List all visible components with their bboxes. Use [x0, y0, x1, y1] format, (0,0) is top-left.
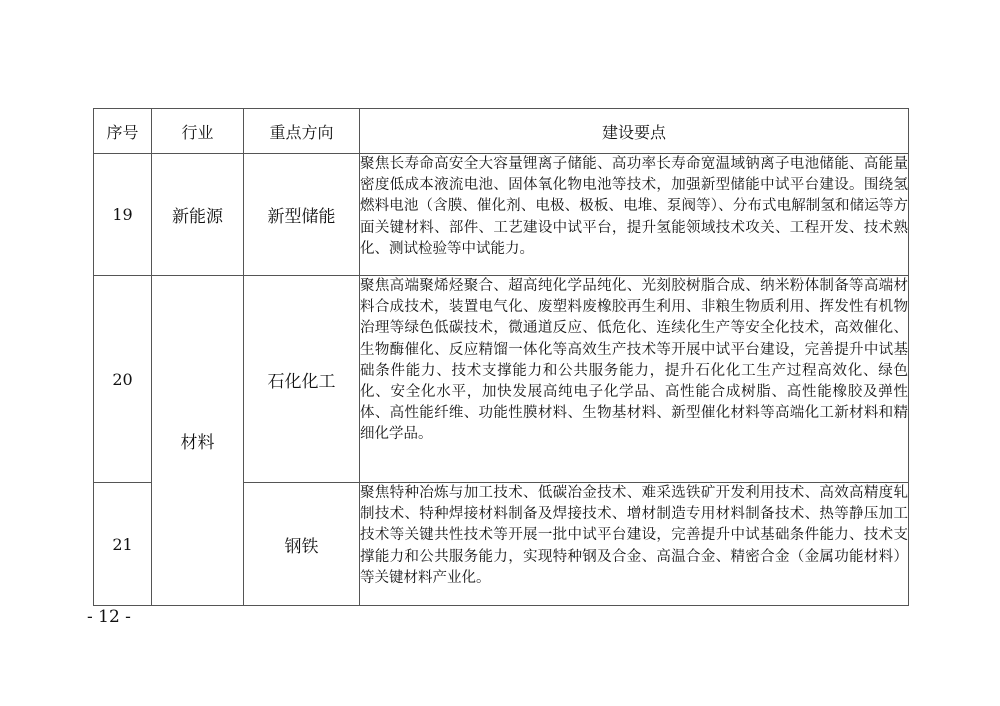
- row-direction: 新型储能: [244, 154, 360, 276]
- page-number: - 12 -: [87, 607, 131, 627]
- row-direction: 钢铁: [244, 483, 360, 606]
- header-direction: 重点方向: [244, 109, 360, 154]
- header-points: 建设要点: [360, 109, 909, 154]
- row-direction: 石化化工: [244, 276, 360, 483]
- row-points: 聚焦长寿命高安全大容量锂离子储能、高功率长寿命宽温域钠离子电池储能、高能量密度低成本液流电池、固体氧化物电池等技术，加强新型储能中试平台建设。围绕氢燃料电池（含膜、催化剂、电极、极板、电堆、泵阀等）、分布式电解制氢和储运等方面关键材料、部件、工艺建设中试平台，提升氢能领域技术攻关、工程开发、技术熟化、测试检验等中试能力。: [360, 154, 909, 276]
- row-industry: 材料: [152, 276, 244, 606]
- row-serial: 19: [94, 154, 152, 276]
- row-serial: 21: [94, 483, 152, 606]
- table-row: [94, 276, 909, 483]
- row-industry: 新能源: [152, 154, 244, 276]
- industry-table: [93, 108, 909, 606]
- header-industry: 行业: [152, 109, 244, 154]
- header-serial: 序号: [94, 109, 152, 154]
- table-row: [94, 154, 909, 276]
- table-header-row: [94, 109, 909, 154]
- row-serial: 20: [94, 276, 152, 483]
- row-points: 聚焦特种冶炼与加工技术、低碳冶金技术、难采选铁矿开发利用技术、高效高精度轧制技术、特种焊接材料制备及焊接技术、增材制造专用材料制备技术、热等静压加工技术等关键共性技术等开展一批中试平台建设，完善提升中试基础条件能力、技术支撑能力和公共服务能力，实现特种钢及合金、高温合金、精密合金（金属功能材料）等关键材料产业化。: [360, 483, 909, 606]
- row-points: 聚焦高端聚烯烃聚合、超高纯化学品纯化、光刻胶树脂合成、纳米粉体制备等高端材料合成技术，装置电气化、废塑料废橡胶再生利用、非粮生物质利用、挥发性有机物治理等绿色低碳技术，微通道反应、低危化、连续化生产等安全化技术，高效催化、生物酶催化、反应精馏一体化等高效生产技术等开展中试平台建设，完善提升中试基础条件能力、技术支撑能力和公共服务能力，提升石化化工生产过程高效化、绿色化、安全化水平，加快发展高纯电子化学品、高性能合成树脂、高性能橡胶及弹性体、高性能纤维、功能性膜材料、生物基材料、新型催化材料等高端化工新材料和精细化学品。: [360, 276, 909, 483]
